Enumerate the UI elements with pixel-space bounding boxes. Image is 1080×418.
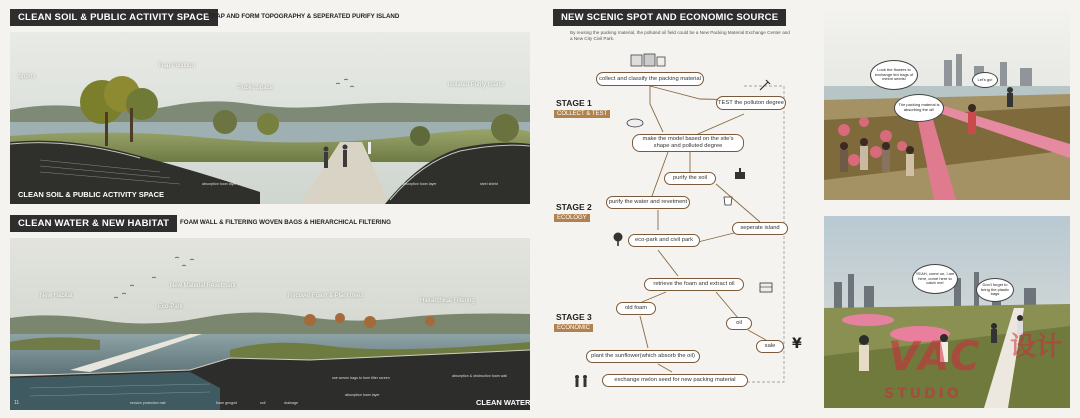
scene-sunflower-exchange <box>824 10 1070 200</box>
node-purify-water: purify the water and revetment <box>606 196 690 209</box>
label-hierarchical-filtering: Hierarchical Filtering <box>420 298 475 304</box>
node-separate-island: seperate island <box>732 222 788 235</box>
label-isolated-purify-island: Isolated Purify Island <box>448 82 504 88</box>
scene-civil-park <box>824 216 1070 408</box>
vac-studio-watermark-sub: STUDIO <box>884 386 962 402</box>
stage-3-tag: ECONOMIC <box>554 324 593 332</box>
person-exchange-icon <box>572 374 590 388</box>
node-retrieve-foam: retrieve the foam and extract oil <box>644 278 744 291</box>
mini-label-geogrid: foam geogrid <box>216 401 237 405</box>
clean-water-landscape-illustration <box>10 238 530 410</box>
node-sale: sale <box>756 340 784 353</box>
node-sunflower: plant the sunflower(which absorb the oil) <box>586 350 700 363</box>
stage-1-tag: COLLECT & TEST <box>554 110 610 118</box>
speech-bubble-catch-me: YEAH, come on, I am here, come here to catch me! <box>912 264 958 294</box>
section-title-clean-water: CLEAN WATER & NEW HABITAT <box>10 215 177 232</box>
mini-label-woven-bags: use woven bags to form filter screen <box>332 376 390 380</box>
section-render-clean-soil <box>10 32 530 204</box>
foam-extract-icon <box>758 280 774 294</box>
mini-label-foam-2: absorption foam layer <box>402 182 437 186</box>
speech-bubble-plastic-bags: Don't forget to bring the plastic bags <box>976 278 1014 302</box>
soil-probe-icon <box>734 168 746 180</box>
section-title-scenic-spot: NEW SCENIC SPOT AND ECONOMIC SOURCE <box>553 9 786 26</box>
speech-bubble-lets-go: Let's go! <box>972 72 998 88</box>
stage-1-label: STAGE 1 <box>556 98 592 108</box>
mini-label-steel: steel shield <box>480 182 498 186</box>
node-exchange: exchange melon seed for new packing material <box>602 374 748 387</box>
section-title-clean-soil: CLEAN SOIL & PUBLIC ACTIVITY SPACE <box>10 9 218 26</box>
syringe-icon <box>758 78 772 92</box>
model-tool-icon <box>626 118 644 128</box>
mini-label-foam-wall: absorption & obstruction foam wall <box>452 374 507 378</box>
scene-sunflower-exchange-illustration <box>824 10 1070 200</box>
mini-label-foam-1: absorption foam layer <box>202 182 237 186</box>
label-recover-foam: Recover Foam & Plant trees <box>288 293 364 299</box>
node-eco-park: eco-park and civil park <box>628 234 700 247</box>
stage-3-label: STAGE 3 <box>556 312 592 322</box>
flow-diagram <box>548 44 810 414</box>
vac-studio-watermark-logo: VAC <box>888 334 982 380</box>
tree-icon <box>612 232 624 246</box>
node-old-foam: old foam <box>616 302 656 315</box>
label-public-space: Public Space <box>238 85 274 91</box>
node-oil: oil <box>726 317 752 330</box>
section-subtitle-clean-soil: TRAP AND FORM TOPOGRAPHY & SEPERATED PURIFY ISLAND <box>208 13 400 20</box>
section-render-clean-water <box>10 238 530 410</box>
stage-2-label: STAGE 2 <box>556 202 592 212</box>
label-trap-pollution: Trap Pollution <box>158 63 195 69</box>
section-subtitle-clean-water: FOAM WALL & FILTERING WOVEN BAGS & HIERARCHICAL FILTERING <box>180 219 391 226</box>
stage-2-tag: ECOLOGY <box>554 214 590 222</box>
page-number: 11 <box>14 400 20 406</box>
render-caption-clean-water: CLEAN WATER <box>476 398 530 407</box>
vac-studio-watermark-cjk: 设计 <box>1010 332 1063 362</box>
clean-soil-landscape-illustration <box>10 32 530 204</box>
render-caption-clean-soil: CLEAN SOIL & PUBLIC ACTIVITY SPACE <box>18 190 164 199</box>
node-purify-soil: purify the soil <box>664 172 716 185</box>
mini-label-erosion: erosion protection mat <box>130 401 166 405</box>
label-new-habitat: New Habitat <box>40 293 73 299</box>
label-new-material-revetment: New Material Revetment <box>170 283 236 289</box>
label-eco-park: Eco-Park <box>158 304 183 310</box>
node-model: make the model based on the site's shape and polluted degree <box>632 134 744 152</box>
node-test: TEST the polluton degree <box>716 96 786 110</box>
mini-label-drainage: drainage <box>284 401 298 405</box>
mini-label-absorption-layer: absorption foam layer <box>345 393 380 397</box>
node-collect: collect and classify the packing material <box>596 72 704 86</box>
yen-icon: ¥ <box>792 336 802 352</box>
water-bucket-icon <box>722 194 734 206</box>
package-boxes-icon <box>630 52 666 68</box>
mini-label-soil: soil <box>260 401 266 405</box>
speech-bubble-absorbing: The packing material is absorbing the oil! <box>894 94 944 122</box>
label-sports: Sports <box>18 74 36 80</box>
speech-bubble-flowers: Look the flowers to exchange ten bags of melon seeds! <box>870 60 918 90</box>
section-intro-text: By reusing the packing material, the polluted oil field could be a New Packing Material Exchange Center and a New City Civil Park. <box>570 30 790 42</box>
